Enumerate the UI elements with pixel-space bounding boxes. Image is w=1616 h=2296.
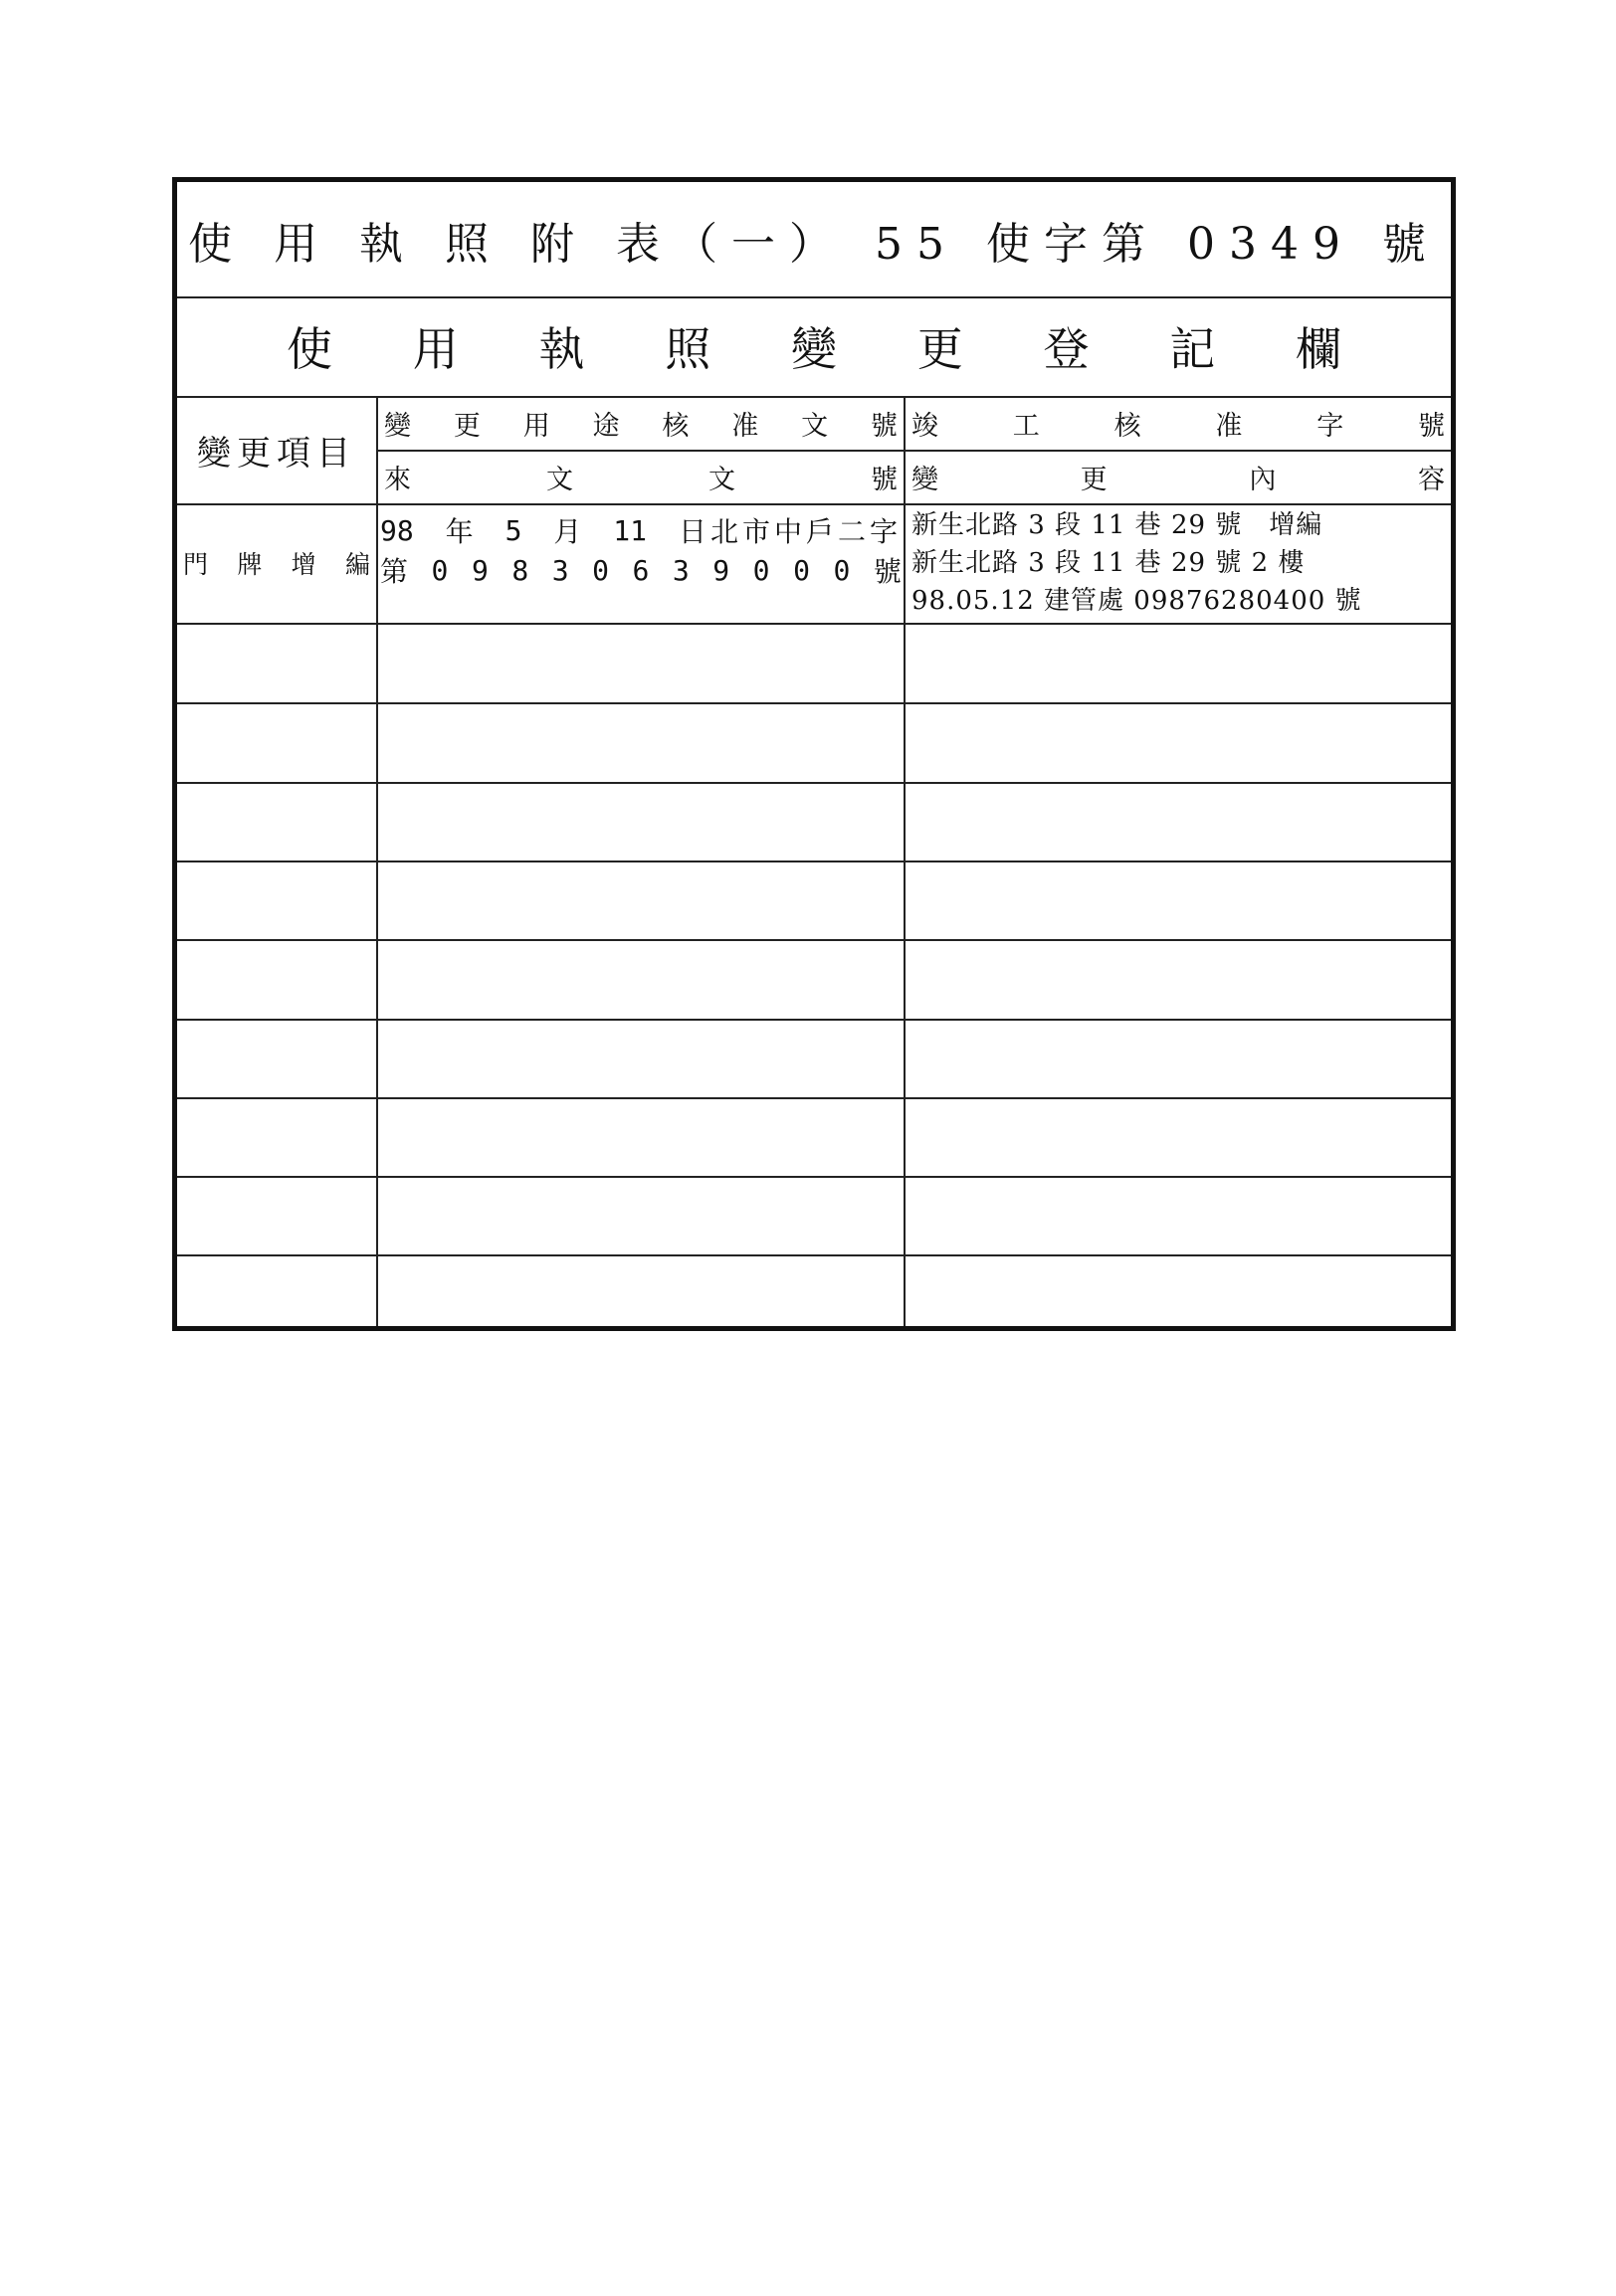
subtitle-char: 變 [791, 322, 837, 376]
row-divider [177, 1254, 1451, 1256]
subtitle-char: 照 [665, 322, 711, 376]
subtitle-char: 用 [412, 322, 459, 376]
doc-token: 9 [712, 553, 730, 587]
entry-char: 牌 [237, 550, 263, 579]
doc-token: 號 [873, 555, 902, 588]
entry-char: 門 [183, 550, 209, 579]
entry-doc-line [380, 550, 902, 590]
header-char: 文 [801, 410, 829, 442]
header-incoming-doc-no [378, 450, 904, 503]
subtitle-char: 使 [287, 322, 332, 376]
doc-token: 6 [632, 553, 650, 587]
header-char: 准 [731, 410, 759, 442]
subtitle-char: 執 [538, 322, 585, 376]
header-char: 文 [708, 464, 735, 495]
header-char: 號 [1417, 410, 1445, 442]
entry-doc-line [380, 510, 902, 550]
header-char: 變 [384, 410, 411, 442]
header-completion-approval-no [906, 396, 1451, 450]
doc-token: 0 [431, 553, 449, 587]
doc-token: 日北市中戶二字 [678, 515, 902, 548]
row-divider [177, 939, 1451, 941]
subtitle-char: 登 [1043, 322, 1090, 376]
entry-char: 編 [344, 550, 370, 579]
subtitle-char: 記 [1169, 322, 1216, 376]
header-char: 來 [384, 464, 411, 495]
row-divider [177, 702, 1451, 704]
doc-token: 第 [380, 555, 409, 588]
header-char: 用 [522, 410, 550, 442]
doc-token: 月 [553, 515, 582, 548]
doc-token: 年 [445, 515, 474, 548]
header-char: 號 [870, 410, 898, 442]
form-title-row [177, 182, 1451, 296]
row-divider [177, 782, 1451, 784]
doc-token: 5 [505, 513, 522, 547]
doc-token: 3 [551, 553, 569, 587]
divider [376, 450, 1451, 452]
header-char: 竣 [911, 410, 938, 442]
subtitle-char: 更 [916, 322, 963, 376]
change-content-line: 98.05.12 建管處 09876280400 號 [911, 586, 1362, 616]
doc-token: 0 [592, 553, 609, 587]
entry-doc-no [380, 510, 902, 618]
register-table [172, 177, 1456, 1331]
header-char: 字 [1316, 410, 1344, 442]
entry-change-content [911, 506, 1449, 622]
header-char: 號 [871, 464, 898, 495]
change-content-line: 新生北路 3 段 11 巷 29 號 2 樓 [911, 548, 1306, 578]
header-change-content [906, 450, 1451, 503]
doc-token: 9 [471, 553, 489, 587]
doc-token: 0 [793, 553, 810, 587]
subtitle-row [177, 296, 1451, 396]
header-char: 途 [592, 410, 620, 442]
header-char: 准 [1215, 410, 1243, 442]
row-divider [177, 861, 1451, 862]
header-char: 工 [1012, 410, 1040, 442]
header-char: 容 [1417, 464, 1445, 495]
doc-token: 0 [752, 553, 770, 587]
change-content-line: 新生北路 3 段 11 巷 29 號 增編 [911, 510, 1323, 540]
row-divider [177, 1176, 1451, 1178]
header-char: 更 [1080, 464, 1108, 495]
form-title: 使 用 執 照 附 表（一） 55 使字第 0349 號 [188, 218, 1440, 270]
header-char: 內 [1249, 464, 1277, 495]
header-approval-doc-no [378, 396, 904, 450]
doc-token: 0 [833, 553, 851, 587]
form-subtitle [287, 296, 1341, 396]
column-divider [904, 396, 906, 1326]
header-char: 更 [453, 410, 481, 442]
row-divider [177, 1019, 1451, 1021]
header-char: 核 [1113, 410, 1141, 442]
header-char: 變 [911, 464, 938, 495]
column-divider [376, 396, 378, 1326]
doc-token: 3 [672, 553, 690, 587]
subtitle-char: 欄 [1296, 322, 1341, 376]
header-char: 文 [546, 464, 573, 495]
header-char: 核 [662, 410, 690, 442]
entry-change-item [183, 503, 370, 623]
doc-token: 11 [613, 513, 648, 547]
row-divider [177, 1097, 1451, 1099]
header-change-item: 變更項目 [197, 433, 356, 474]
doc-token: 98 [380, 513, 414, 547]
entry-char: 增 [291, 550, 316, 579]
doc-token: 8 [511, 553, 529, 587]
row-divider [177, 623, 1451, 625]
